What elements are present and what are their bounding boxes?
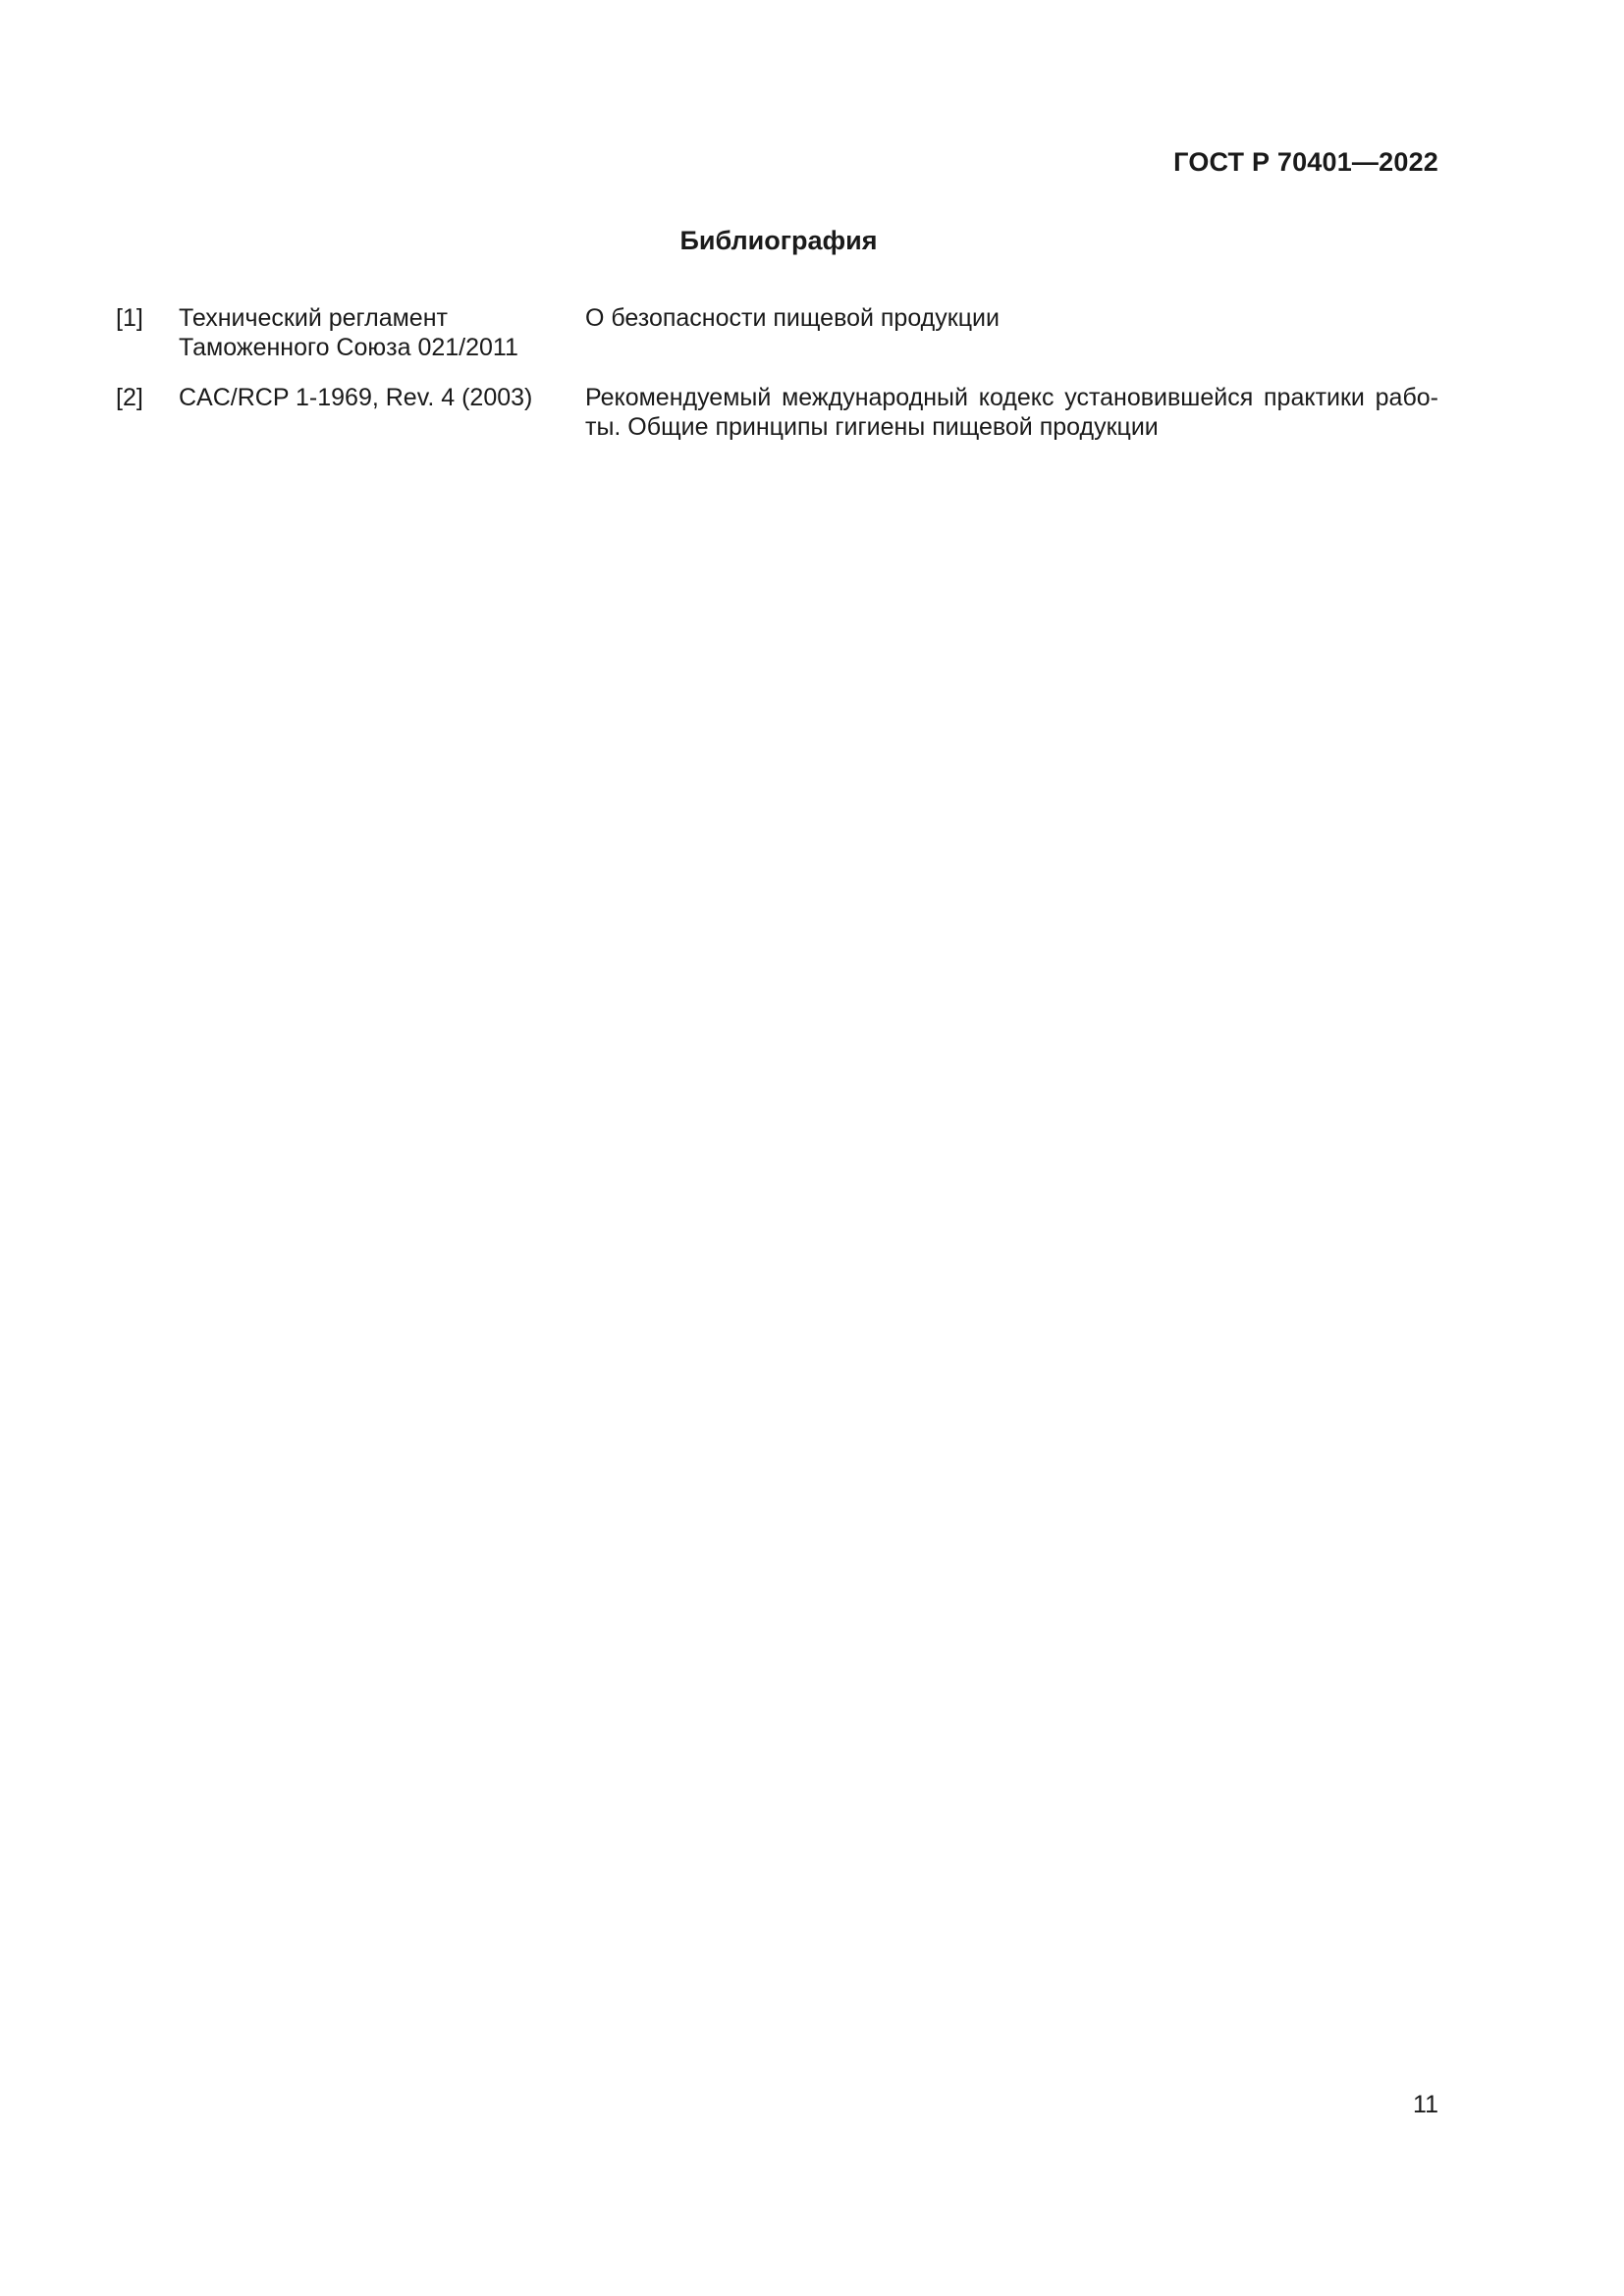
bibliography-entry-source [179,303,571,362]
bibliography-entry-title: О безопасности пищевой продукции [585,304,1000,332]
bibliography-entry-title: Рекомендуемый международный кодекс установившейся практики рабо-ты. Общие принципы гигиены пищевой продукции [585,384,1438,441]
bibliography-entry-source-line: CAC/RCP 1-1969, Rev. 4 (2003) [179,384,533,411]
bibliography-entry [116,303,1438,362]
section-title: Библиография [679,226,878,255]
document-code: ГОСТ Р 70401—2022 [1173,147,1438,177]
bibliography-entry-number: [2] [116,384,143,411]
bibliography-entry-source [179,383,571,412]
bibliography-entry-source-line: Таможенного Союза 021/2011 [179,334,518,361]
bibliography-entry-number: [1] [116,304,143,332]
bibliography-entry-source-line: Технический регламент [179,304,448,332]
page-number: 11 [1413,2091,1438,2118]
bibliography-entry [116,383,1438,442]
bibliography-list [116,303,1438,462]
